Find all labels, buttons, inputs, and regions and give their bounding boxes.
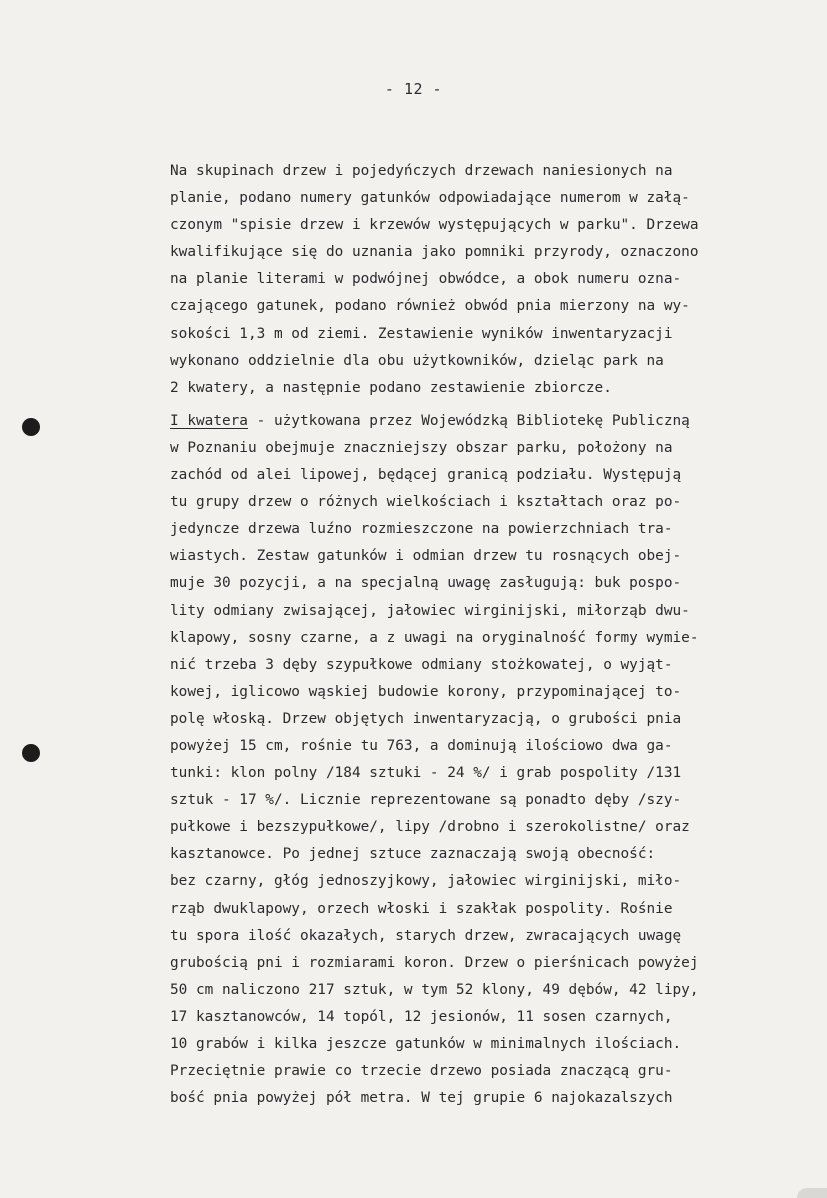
paragraph-line: klapowy, sosny czarne, a z uwagi na oryginalność formy wymie-	[170, 629, 699, 646]
paragraph-line: 50 cm naliczono 217 sztuk, w tym 52 klony, 49 dębów, 42 lipy,	[170, 981, 699, 998]
paragraph-line: muje 30 pozycji, a na specjalną uwagę zasługują: buk pospo-	[170, 575, 682, 592]
paragraph-line: Przeciętnie prawie co trzecie drzewo posiada znaczącą gru-	[170, 1063, 673, 1080]
page-number: - 12 -	[384, 80, 443, 98]
paragraph-line: pułkowe i bezszypułkowe/, lipy /drobno i szerokolistne/ oraz	[170, 819, 690, 836]
paragraph-line: grubością pni i rozmiarami koron. Drzew o pierśnicach powyżej	[170, 954, 699, 971]
paragraph-line: bość pnia powyżej pół metra. W tej grupie 6 najokazalszych	[170, 1090, 673, 1107]
paragraph-line: kasztanowce. Po jednej sztuce zaznaczają swoją obecność:	[170, 846, 656, 863]
paragraph-line: zachód od alei lipowej, będącej granicą podziału. Występują	[170, 467, 682, 484]
paragraph-line: nić trzeba 3 dęby szypułkowe odmiany stożkowatej, o wyjąt-	[170, 656, 673, 673]
paragraph-line: 2 kwatery, a następnie podano zestawienie zbiorcze.	[170, 379, 612, 396]
punch-hole-upper	[22, 418, 40, 436]
paragraph-line: 17 kasztanowców, 14 topól, 12 jesionów, 11 sosen czarnych,	[170, 1008, 673, 1025]
page-edge-shadow	[797, 1188, 827, 1198]
document-body	[170, 158, 810, 1112]
heading-continuation: - użytkowana przez Wojewódzką Bibliotekę Publiczną	[247, 412, 690, 429]
paragraph-line: czonym "spisie drzew i krzewów występujących w parku". Drzewa	[170, 217, 699, 234]
paragraph-line: kwalifikujące się do uznania jako pomniki przyrody, oznaczono	[170, 244, 699, 261]
paragraph-line: w Poznaniu obejmuje znaczniejszy obszar parku, położony na	[170, 439, 673, 456]
paragraph-line: 10 grabów i kilka jeszcze gatunków w minimalnych ilościach.	[170, 1036, 682, 1052]
paragraph-line	[170, 408, 810, 435]
paragraph-line: tu grupy drzew o różnych wielkościach i kształtach oraz po-	[170, 494, 682, 511]
section-heading: I kwatera	[170, 412, 248, 429]
paragraph-line: sztuk - 17 %/. Licznie reprezentowane są ponadto dęby /szy-	[170, 792, 682, 809]
paragraph-line: tunki: klon polny /184 sztuki - 24 %/ i grab pospolity /131	[170, 765, 682, 782]
paragraph-line: tu spora ilość okazałych, starych drzew, zwracających uwagę	[170, 927, 682, 944]
paragraph-line: lity odmiany zwisającej, jałowiec wirginijski, miłorząb dwu-	[170, 602, 690, 619]
paragraph-intro	[170, 158, 810, 402]
paragraph-kwatera-1	[170, 408, 810, 1112]
paragraph-line: wiastych. Zestaw gatunków i odmian drzew tu rosnących obej-	[170, 548, 682, 565]
punch-hole-lower	[22, 744, 40, 762]
paragraph-line: jedyncze drzewa luźno rozmieszczone na powierzchniach tra-	[170, 521, 673, 538]
paragraph-line: wykonano oddzielnie dla obu użytkowników, dzieląc park na	[170, 352, 664, 369]
paragraph-line: czającego gatunek, podano również obwód pnia mierzony na wy-	[170, 298, 690, 315]
paragraph-line: powyżej 15 cm, rośnie tu 763, a dominują ilościowo dwa ga-	[170, 737, 673, 754]
paragraph-line: bez czarny, głóg jednoszyjkowy, jałowiec wirginijski, miło-	[170, 873, 682, 890]
paragraph-line: sokości 1,3 m od ziemi. Zestawienie wyników inwentaryzacji	[170, 325, 673, 342]
paragraph-line: polę włoską. Drzew objętych inwentaryzacją, o grubości pnia	[170, 710, 682, 727]
paragraph-line: planie, podano numery gatunków odpowiadające numerom w załą-	[170, 190, 690, 207]
paragraph-line: rząb dwuklapowy, orzech włoski i szakłak pospolity. Rośnie	[170, 900, 673, 917]
paragraph-line: Na skupinach drzew i pojedyńczych drzewach naniesionych na	[170, 163, 673, 179]
paragraph-line: na planie literami w podwójnej obwódce, a obok numeru ozna-	[170, 271, 682, 288]
paragraph-line: kowej, iglicowo wąskiej budowie korony, przypominającej to-	[170, 683, 682, 700]
